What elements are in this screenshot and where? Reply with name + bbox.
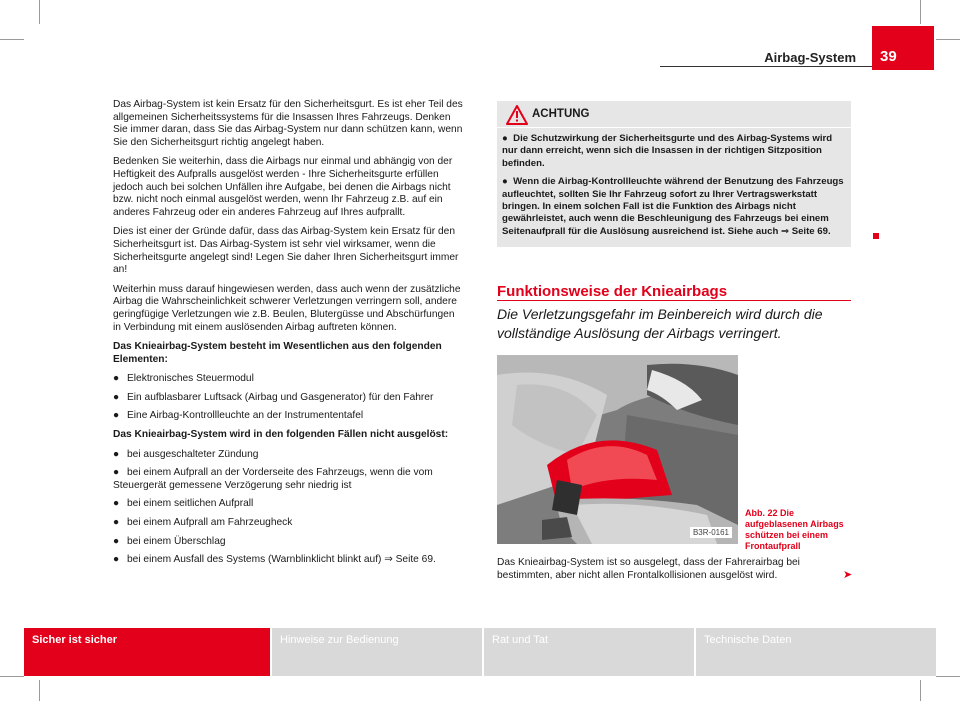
warning-title: ACHTUNG bbox=[532, 108, 590, 120]
paragraph: Bedenken Sie weiterhin, dass die Airbags nur einmal und abhängig von der Heftigkeit des Aufpralls ausgelöst werden - Ihre Sicherheitsgurte erfüllen jedoch auch bei solchen Unfällen ihre Aufgabe, bei denen die Airbags nicht bzw. nicht noch einmal ausgelöst werden, wenn Ihr Fahrzeug z.B. auf ein anderes Fahrzeug oder ein anderes Fahrzeug auf Ihres aufprallt. bbox=[113, 156, 453, 218]
tab-rat-und-tat[interactable]: Rat und Tat bbox=[484, 628, 694, 676]
tab-technische-daten[interactable]: Technische Daten bbox=[696, 628, 936, 676]
list-item: ● Ein aufblasbarer Luftsack (Airbag und Gasgenerator) für den Fahrer bbox=[113, 391, 434, 403]
list-item: ● bei einem seitlichen Aufprall bbox=[113, 498, 254, 510]
crop-mark bbox=[936, 676, 960, 677]
bullet-icon: ● bbox=[113, 391, 120, 403]
bullet-icon: ● bbox=[502, 133, 508, 144]
list-item bbox=[113, 554, 463, 567]
crop-mark bbox=[39, 0, 40, 24]
list-item: ● bei ausgeschalteter Zündung bbox=[113, 448, 259, 460]
page-number: 39 bbox=[872, 26, 934, 70]
list-item: ● bei einem Aufprall am Fahrzeugheck bbox=[113, 517, 293, 529]
crop-mark bbox=[0, 676, 24, 677]
figure-code: B3R-0161 bbox=[690, 527, 732, 538]
crop-mark bbox=[39, 680, 40, 701]
warning-body bbox=[502, 133, 847, 244]
paragraph: Weiterhin muss darauf hingewiesen werden, dass auch wenn der zusätzliche Airbag die Wahrscheinlichkeit schwerer Verletzungen verringern soll, andere geringfügige Verletzungen wie z.B. Beulen, Blutergüsse und Abschürfungen in Verbindung mit einem auslösenden Airbag auftreten können. bbox=[113, 283, 461, 333]
tab-hinweise-zur-bedienung[interactable]: Hinweise zur Bedienung bbox=[272, 628, 482, 676]
bullet-icon: ● bbox=[113, 467, 120, 479]
crop-mark bbox=[920, 0, 921, 24]
bullet-icon: ● bbox=[113, 517, 120, 529]
list-item: ● bei einem Überschlag bbox=[113, 535, 226, 547]
bullet-icon: ● bbox=[113, 373, 120, 385]
bullet-icon: ● bbox=[113, 498, 120, 510]
header-rule bbox=[660, 66, 872, 67]
bullet-icon: ● bbox=[502, 176, 508, 188]
tab-sicher-ist-sicher[interactable]: Sicher ist sicher bbox=[24, 628, 270, 676]
section-lead: Die Verletzungsgefahr im Beinbereich wird durch die vollständige Auslösung der Airbags verringert. bbox=[497, 306, 823, 341]
section-body: Das Knieairbag-System ist so ausgelegt, dass der Fahrerairbag bei bestimmten, aber nicht allen Frontalkollisionen ausgelöst wird. bbox=[497, 557, 800, 581]
warning-box bbox=[497, 101, 851, 247]
left-column bbox=[113, 99, 463, 573]
page-header-title: Airbag-System bbox=[764, 50, 856, 65]
bullet-icon: ● bbox=[113, 554, 120, 566]
list-item: ● Eine Airbag-Kontrollleuchte an der Instrumententafel bbox=[113, 410, 364, 422]
paragraph: Dies ist einer der Gründe dafür, dass das Airbag-System kein Ersatz für den Sicherheitsgurt ist. Das Airbag-System ist sehr viel wirksamer, wenn die Sicherheitsgurte angelegt sind! Legen Sie daher Ihren Sicherheitsgurt immer an! bbox=[113, 226, 459, 276]
list-item: ● Elektronisches Steuermodul bbox=[113, 373, 254, 385]
components-heading: Das Knieairbag-System besteht im Wesentlichen aus den folgenden Elementen: bbox=[113, 341, 442, 365]
figure-caption: Abb. 22 Die aufgeblasenen Airbags schützen bei einem Frontaufprall bbox=[745, 508, 844, 551]
bullet-icon: ● bbox=[113, 535, 120, 547]
bullet-icon: ● bbox=[113, 448, 120, 460]
not-triggered-heading: Das Knieairbag-System wird in den folgenden Fällen nicht ausgelöst: bbox=[113, 429, 449, 441]
crop-mark bbox=[936, 39, 960, 40]
warning-item: ● Die Schutzwirkung der Sicherheitsgurte und des Airbag-Systems wird nur dann erreicht, wenn sich die Insassen in der richtigen Sitzposition befinden. bbox=[502, 133, 833, 169]
page-link[interactable]: bei einem Ausfall des Systems (Warnblinklicht blinkt auf) ⇒ Seite 69. bbox=[127, 554, 436, 566]
section-rule bbox=[497, 300, 851, 301]
warning-header bbox=[497, 101, 851, 128]
section-title: Funktionsweise der Knieairbags bbox=[497, 283, 728, 300]
continue-arrow-icon: ➤ bbox=[843, 569, 853, 581]
warning-triangle-icon bbox=[506, 105, 528, 125]
crop-mark bbox=[920, 680, 921, 701]
knee-airbag-figure bbox=[497, 355, 738, 544]
crop-mark bbox=[0, 39, 24, 40]
list-item: ● bei einem Aufprall an der Vorderseite des Fahrzeugs, wenn die vom Steuergerät gemessene Verzögerung sehr niedrig ist bbox=[113, 467, 433, 491]
warning-item: ● Wenn die Airbag-Kontrollleuchte während der Benutzung des Fahrzeugs aufleuchtet, sollten Sie Ihr Fahrzeug sofort zu Ihrer Vertragswerkstatt bringen. In einem solchen Fall ist die Funktion des Airbags nicht gewährleistet, auch wenn die Beschleunigung des Fahrzeugs bei einem Seitenaufprall für die Auslösung ausreichend ist. Siehe auch ⇒ Seite 69. bbox=[502, 176, 844, 237]
section-end-marker bbox=[873, 233, 879, 239]
bullet-icon: ● bbox=[113, 410, 120, 422]
car-interior-illustration bbox=[497, 355, 738, 544]
paragraph: Das Airbag-System ist kein Ersatz für den Sicherheitsgurt. Es ist eher Teil des allgemeinen Sicherheitssystems für die Insassen Ihres Fahrzeugs. Denken Sie immer daran, dass Sie das Airbag-System nur dann schützen kann, wenn Sie den Sicherheitsgurt richtig angelegt haben. bbox=[113, 99, 463, 148]
